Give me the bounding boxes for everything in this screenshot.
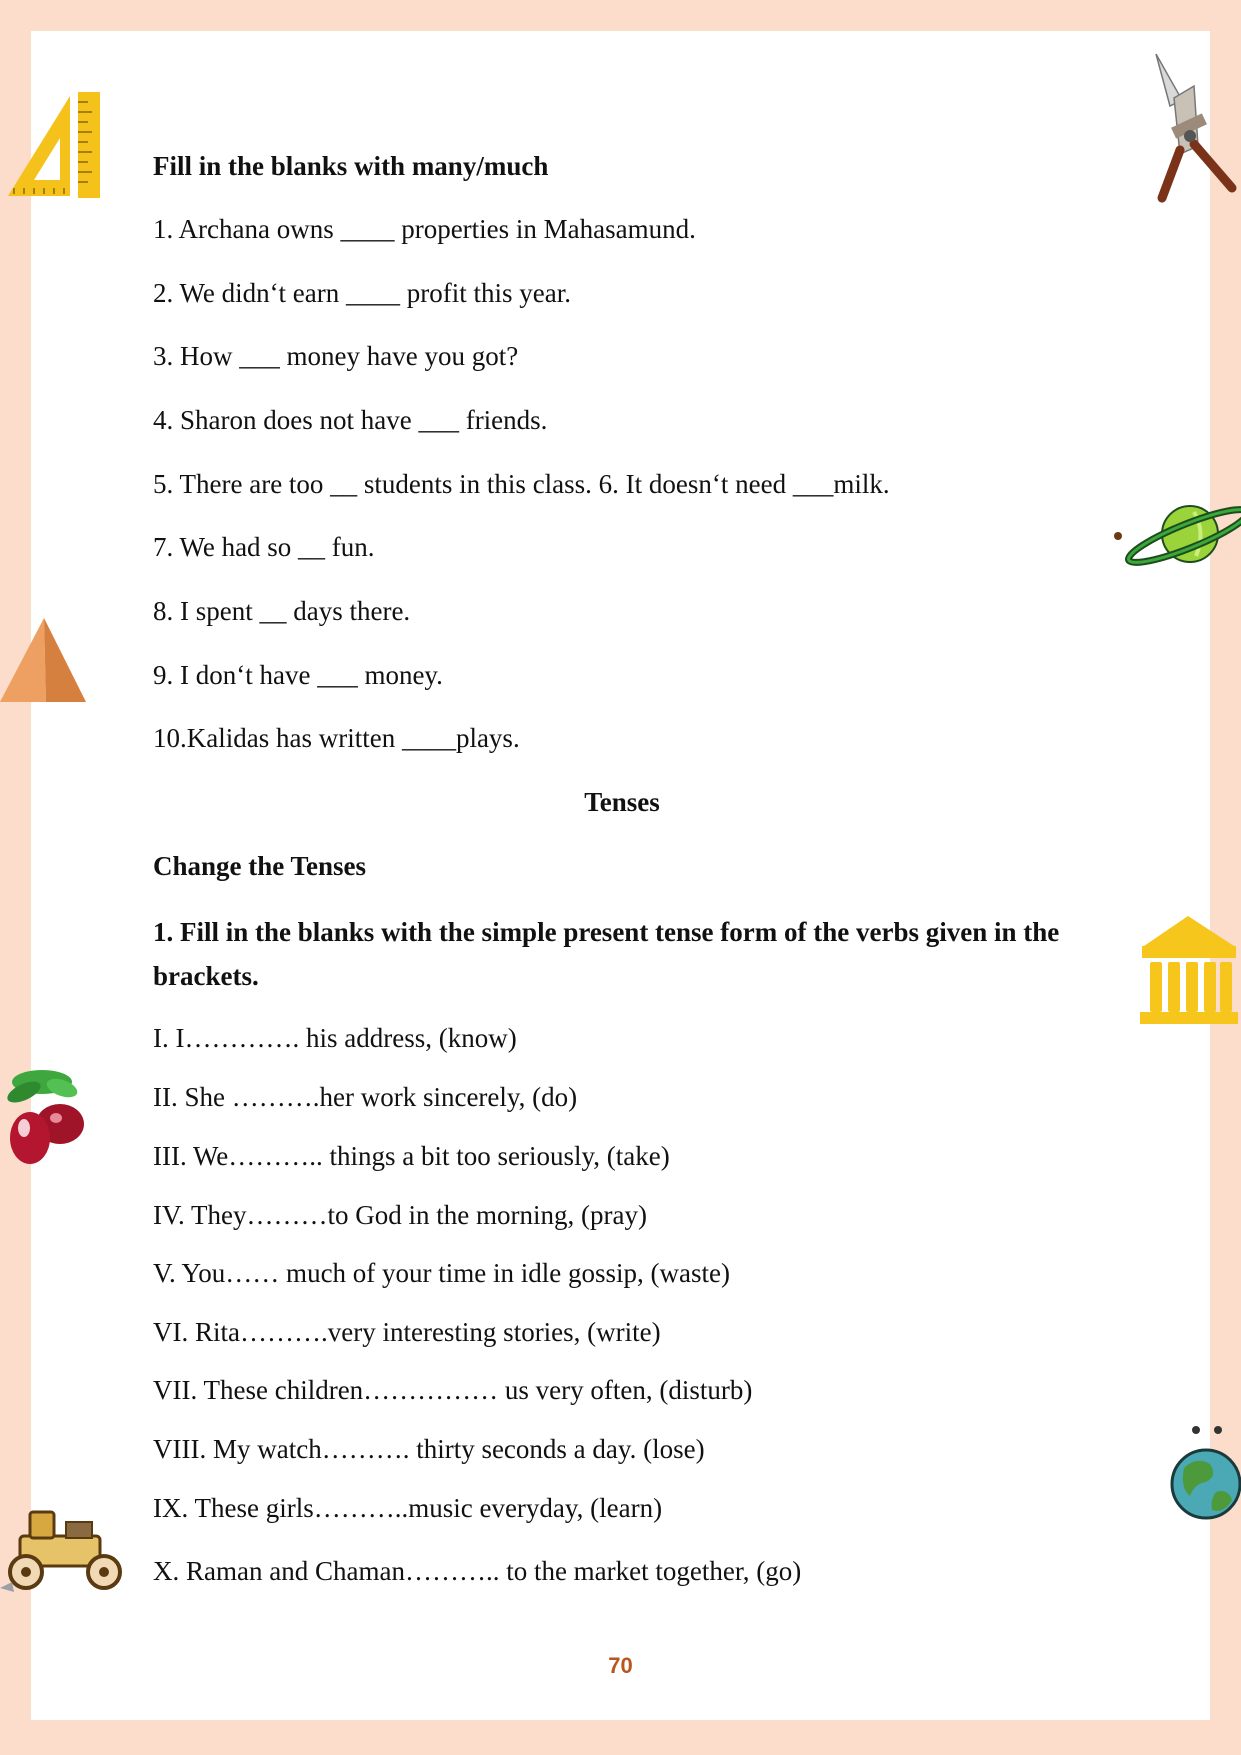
section-heading-many-much: Fill in the blanks with many/much (153, 151, 549, 181)
saturn-planet-icon (1110, 498, 1241, 570)
vintage-car-icon (0, 1500, 128, 1595)
list-item: 9. I don‘t have ___ money. (153, 660, 443, 690)
list-item: III. We……….. things a bit too seriously, (take) (153, 1141, 670, 1171)
set-square-ruler-icon (4, 88, 102, 200)
section-title-tenses: Tenses (584, 787, 660, 817)
page-number: 70 (608, 1653, 633, 1678)
list-item: II. She ……….her work sincerely, (do) (153, 1082, 578, 1112)
list-item: X. Raman and Chaman……….. to the market together, (go) (153, 1556, 802, 1586)
list-item: VII. These children…………… us very often, (disturb) (153, 1375, 753, 1405)
list-item: 2. We didn‘t earn ____ profit this year. (153, 278, 571, 308)
list-item: IV. They………to God in the morning, (pray) (153, 1200, 647, 1230)
list-item: 4. Sharon does not have ___ friends. (153, 405, 548, 435)
list-item: 8. I spent __ days there. (153, 596, 411, 626)
list-item: 3. How ___ money have you got? (153, 341, 519, 371)
greek-temple-icon (1138, 912, 1241, 1028)
list-item: 7. We had so __ fun. (153, 532, 375, 562)
exercise-instruction: 1. Fill in the blanks with the simple present tense form of the verbs given in the brackets. (153, 917, 1060, 991)
list-item: I. I…………. his address, (know) (153, 1023, 517, 1053)
list-item: VIII. My watch………. thirty seconds a day. (lose) (153, 1434, 705, 1464)
list-item: VI. Rita……….very interesting stories, (write) (153, 1317, 661, 1347)
list-item: 10.Kalidas has written ____plays. (153, 723, 520, 753)
list-item: IX. These girls………..music everyday, (learn) (153, 1493, 663, 1523)
list-item: V. You…… much of your time in idle gossip, (waste) (153, 1258, 730, 1288)
kidney-beans-icon (0, 1060, 88, 1170)
list-item: 1. Archana owns ____ properties in Mahasamund. (153, 214, 696, 244)
earth-globe-icon (1166, 1422, 1241, 1527)
list-item: 5. There are too __ students in this class. 6. It doesn‘t need ___milk. (153, 469, 890, 499)
pruning-shears-icon (1150, 50, 1240, 205)
pyramid-icon (0, 614, 88, 706)
section-subheading-change-tenses: Change the Tenses (153, 851, 367, 881)
